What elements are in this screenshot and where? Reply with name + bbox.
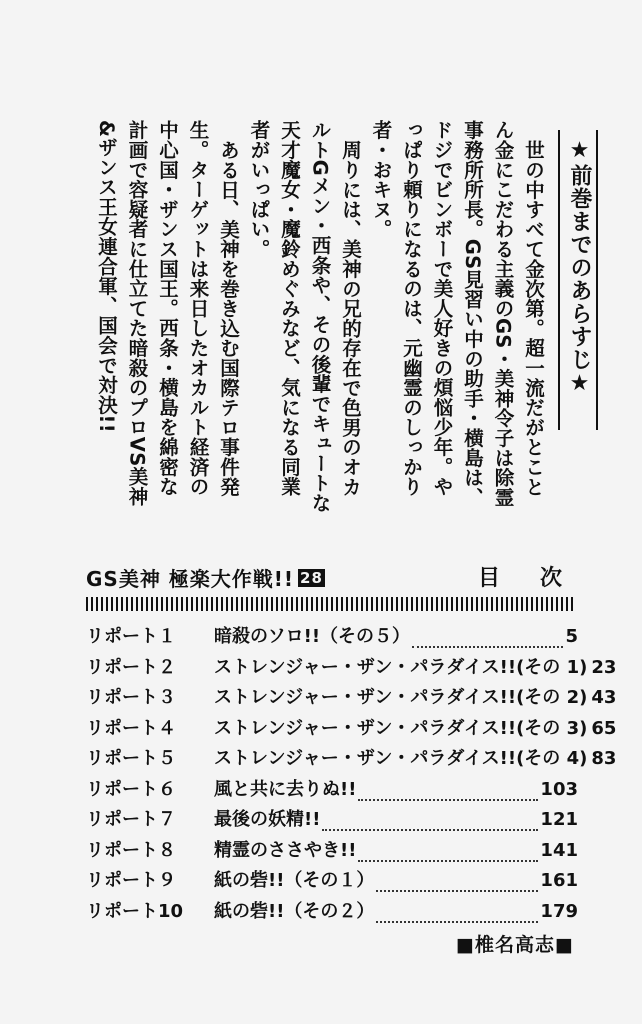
divider-hatch: [86, 597, 574, 611]
report-number: リポート３: [86, 687, 176, 708]
toc-entry[interactable]: [86, 714, 617, 745]
synopsis-paragraph: 周りには、美神の兄的存在で色男のオカルトGメン・西条や、その後輩でキュートな天才魔女・魔鈴めぐみなど、気になる同業者がいっぱい。: [247, 120, 362, 513]
report-number: リポート５: [86, 748, 176, 769]
leader-dots: [358, 846, 538, 862]
leader-dots: [358, 785, 538, 801]
chapter-title: ストレンジャー・ザン・パラダイス!!(その 4): [214, 748, 588, 769]
toc-entry[interactable]: [86, 897, 578, 928]
toc-entry[interactable]: [86, 775, 578, 806]
page-number: 121: [540, 809, 578, 830]
report-number: リポート１: [86, 626, 176, 647]
toc-entry[interactable]: [86, 653, 617, 684]
synopsis-paragraph: ある日、美神を巻き込む国際テロ事件発生。ターゲットは来日したオカルト経済の中心国・ザンス国王。西条・横島を綿密な計画で容疑者に仕立てた暗殺のプロVS美神&ザンス王女連合軍、国会で対決!!: [95, 120, 240, 507]
toc-entry[interactable]: [86, 805, 578, 836]
chapter-title: 最後の妖精!!: [214, 809, 321, 830]
report-number: リポート２: [86, 656, 176, 678]
report-number: リポート８: [86, 839, 176, 861]
chapter-title: 紙の砦!!（その１）: [214, 870, 375, 891]
report-number: リポート10: [86, 900, 184, 922]
page-number: 141: [540, 839, 578, 861]
toc-entry[interactable]: [86, 836, 578, 867]
table-of-contents: [86, 622, 617, 927]
chapter-title: ストレンジャー・ザン・パラダイス!!(その 1): [214, 656, 588, 678]
toc-heading: 目次: [478, 566, 603, 591]
synopsis-heading: ★前巻までのあらすじ★: [567, 138, 592, 397]
toc-entry[interactable]: [86, 683, 617, 714]
chapter-title: 風と共に去りぬ!!: [214, 778, 357, 800]
toc-entry[interactable]: [86, 622, 578, 653]
leader-dots: [376, 876, 538, 892]
leader-dots: [412, 632, 563, 648]
report-number: リポート４: [86, 717, 176, 739]
page-number: 5: [565, 626, 578, 647]
volume-badge: 28: [300, 568, 323, 587]
leader-dots: [322, 815, 538, 831]
chapter-title: ストレンジャー・ザン・パラダイス!!(その 3): [214, 717, 588, 739]
chapter-title: 暗殺のソロ!!（その５）: [214, 626, 411, 647]
page-number: 23: [591, 656, 617, 678]
chapter-title: 精霊のささやき!!: [214, 839, 357, 861]
page-number: 161: [540, 870, 578, 891]
series-title: [86, 563, 325, 592]
toc-entry[interactable]: [86, 744, 617, 775]
report-number: リポート６: [86, 778, 176, 800]
page-number: 65: [591, 717, 617, 739]
chapter-title: ストレンジャー・ザン・パラダイス!!(その 2): [214, 687, 588, 708]
synopsis-heading-box: [558, 130, 598, 430]
toc-entry[interactable]: [86, 866, 578, 897]
report-number: リポート７: [86, 809, 176, 830]
series-title-text: GS美神 極楽大作戦!!: [86, 567, 295, 591]
report-number: リポート９: [86, 870, 176, 891]
page-number: 103: [540, 778, 578, 800]
page-number: 83: [591, 748, 617, 769]
synopsis-paragraph: 世の中すべて金次第。超一流だがとことん金にこだわる主義のGS・美神令子は除霊事務所所長。GS見習い中の助手・横島は、ドジでビンボーで美人好きの煩悩少年。やっぱり頼りになるのは、元幽霊のしっかり者・おキヌ。: [369, 120, 545, 508]
page-number: 179: [540, 900, 578, 922]
chapter-title: 紙の砦!!（その２）: [214, 900, 375, 922]
author-name: ■椎名高志■: [456, 934, 574, 956]
leader-dots: [376, 907, 538, 923]
synopsis-text: [80, 120, 548, 515]
page-number: 43: [591, 687, 617, 708]
